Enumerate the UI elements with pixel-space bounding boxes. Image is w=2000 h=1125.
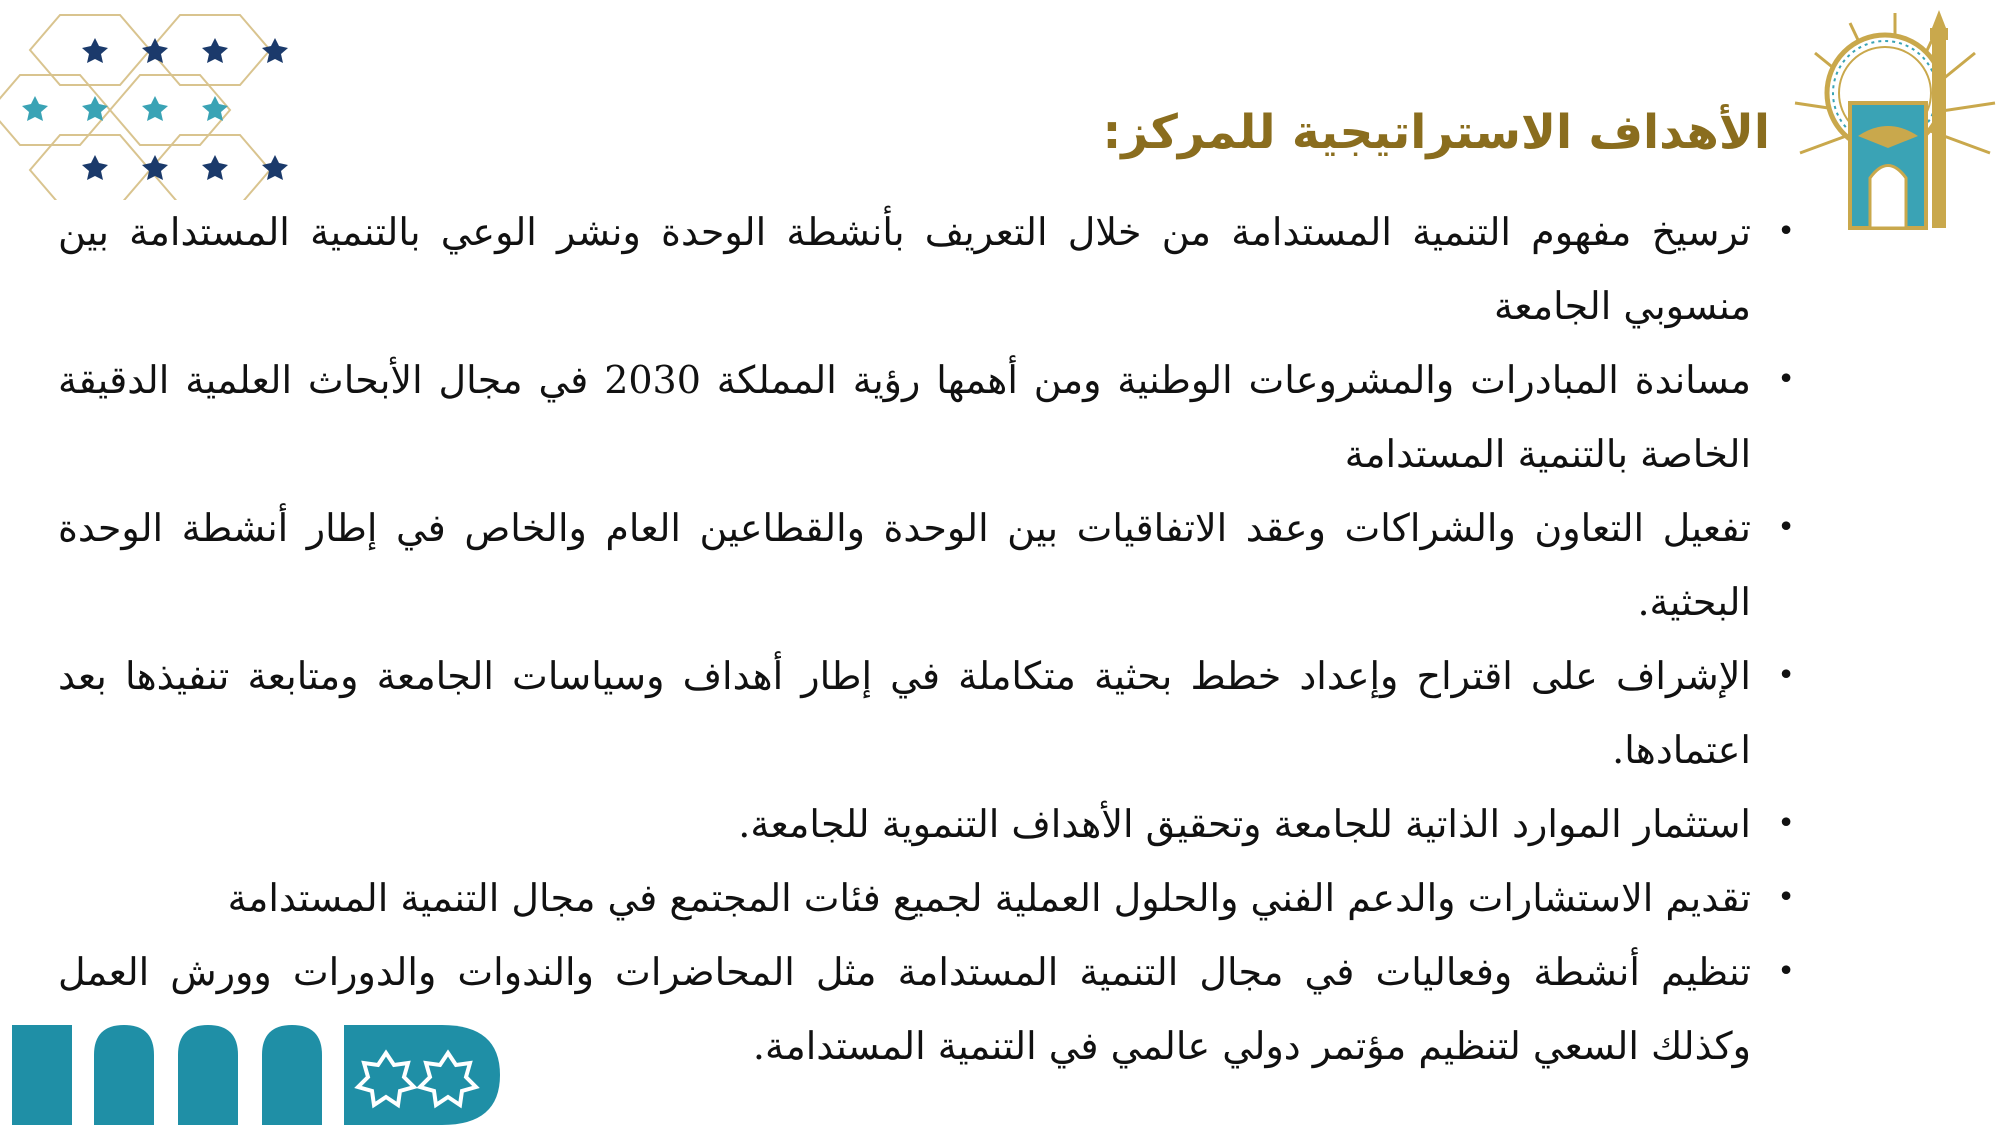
list-item [58,343,1795,491]
goal-text: مساندة المبادرات والمشروعات الوطنية ومن أهمها رؤية المملكة 2030 في مجال الأبحاث العلمية الدقيقة الخاصة بالتنمية المستدامة [58,358,1751,476]
list-item [58,861,1795,935]
list-item [58,787,1795,861]
bullet-icon: • [1777,214,1795,249]
goal-text: الإشراف على اقتراح وإعداد خطط بحثية متكاملة في إطار أهداف وسياسات الجامعة ومتابعة تنفيذها بعد اعتمادها. [58,654,1751,772]
bullet-icon: • [1777,658,1795,693]
goal-text: تنظيم أنشطة وفعاليات في مجال التنمية المستدامة مثل المحاضرات والندوات والدورات وورش العمل وكذلك السعي لتنظيم مؤتمر دولي عالمي في التنمية المستدامة. [58,950,1751,1068]
bullet-icon: • [1777,510,1795,545]
list-item [58,195,1795,343]
page-title: الأهداف الاستراتيجية للمركز: [1102,105,1770,160]
geometric-star-pattern-icon [0,0,320,200]
list-item [58,639,1795,787]
bullet-icon: • [1777,880,1795,915]
list-item [58,491,1795,639]
goal-text: تفعيل التعاون والشراكات وعقد الاتفاقيات بين الوحدة والقطاعين العام والخاص في إطار أنشطة الوحدة البحثية. [58,506,1751,624]
university-seal-logo-icon [1790,8,2000,233]
bullet-icon: • [1777,806,1795,841]
arches-and-stars-decoration-icon [12,1025,502,1125]
goals-list [58,195,1795,1083]
bullet-icon: • [1777,362,1795,397]
goal-text: استثمار الموارد الذاتية للجامعة وتحقيق الأهداف التنموية للجامعة. [738,802,1751,846]
bullet-icon: • [1777,954,1795,989]
goal-text: ترسيخ مفهوم التنمية المستدامة من خلال التعريف بأنشطة الوحدة ونشر الوعي بالتنمية المستدامة بين منسوبي الجامعة [58,210,1751,328]
goal-text: تقديم الاستشارات والدعم الفني والحلول العملية لجميع فئات المجتمع في مجال التنمية المستدامة [227,876,1751,920]
